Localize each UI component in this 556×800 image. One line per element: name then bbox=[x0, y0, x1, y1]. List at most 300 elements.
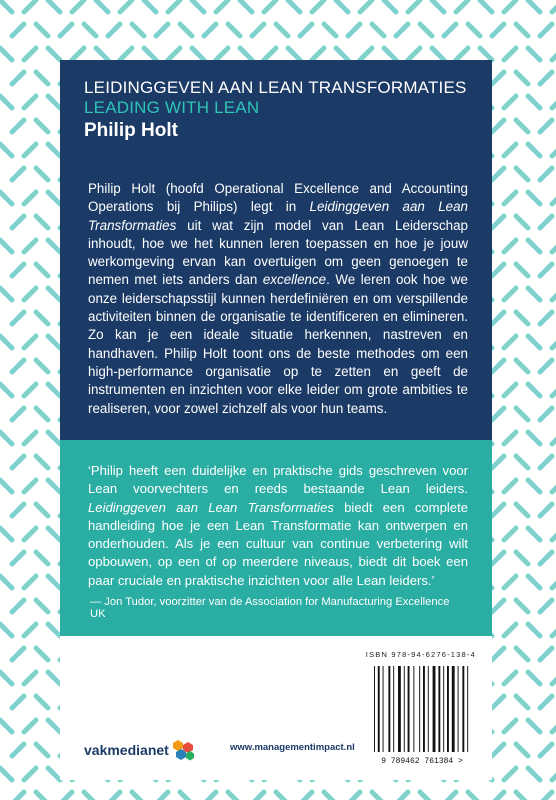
pattern-dash bbox=[12, 744, 24, 756]
pattern-dash bbox=[312, 0, 324, 12]
pattern-dash bbox=[528, 480, 540, 492]
pattern-dash bbox=[492, 648, 504, 660]
pattern-dash bbox=[36, 456, 48, 468]
pattern-dash bbox=[492, 744, 504, 756]
pattern-dash bbox=[396, 792, 408, 800]
book-subtitle: LEADING WITH LEAN bbox=[84, 98, 260, 117]
barcode-digits: 9 789462 761384 > bbox=[381, 757, 463, 766]
isbn-label: ISBN 978-94-6276-138-4 bbox=[365, 650, 476, 659]
pattern-dash bbox=[504, 768, 516, 780]
pattern-dash bbox=[516, 24, 528, 36]
pattern-dash bbox=[24, 288, 36, 300]
pattern-dash bbox=[516, 456, 528, 468]
pattern-dash bbox=[228, 24, 240, 36]
pattern-dash bbox=[24, 384, 36, 396]
pattern-dash bbox=[48, 528, 60, 540]
pattern-dash bbox=[504, 672, 516, 684]
pattern-dash bbox=[528, 96, 540, 108]
pattern-dash bbox=[48, 336, 60, 348]
pattern-dash bbox=[36, 168, 48, 180]
barcode-bar bbox=[388, 666, 390, 752]
pattern-dash bbox=[180, 24, 192, 36]
pattern-dash bbox=[516, 408, 528, 420]
pattern-dash bbox=[372, 792, 384, 800]
pattern-dash bbox=[540, 360, 552, 372]
pattern-dash bbox=[12, 600, 24, 612]
pattern-dash bbox=[300, 24, 312, 36]
pattern-dash bbox=[0, 720, 12, 732]
pattern-dash bbox=[540, 600, 552, 612]
pattern-dash bbox=[384, 48, 396, 60]
barcode-bar bbox=[374, 666, 375, 752]
barcode-bar bbox=[458, 666, 459, 752]
pattern-dash bbox=[36, 264, 48, 276]
pattern-dash bbox=[504, 48, 516, 60]
pattern-dash bbox=[552, 192, 556, 204]
pattern-dash bbox=[24, 624, 36, 636]
pattern-dash bbox=[216, 48, 228, 60]
barcode-bar bbox=[443, 666, 444, 752]
barcode-bar bbox=[428, 666, 429, 752]
pattern-dash bbox=[192, 48, 204, 60]
pattern-dash bbox=[228, 792, 240, 800]
pattern-dash bbox=[168, 48, 180, 60]
pattern-dash bbox=[24, 240, 36, 252]
pattern-dash bbox=[504, 720, 516, 732]
pattern-dash bbox=[240, 0, 252, 12]
barcode-bar bbox=[447, 666, 449, 752]
barcode-bar bbox=[398, 666, 401, 752]
pattern-dash bbox=[516, 168, 528, 180]
pattern-dash bbox=[552, 144, 556, 156]
pattern-dash bbox=[528, 528, 540, 540]
barcode-bar bbox=[462, 666, 464, 752]
pattern-dash bbox=[252, 792, 264, 800]
pattern-dash bbox=[540, 792, 552, 800]
pattern-dash bbox=[408, 0, 420, 12]
pattern-dash bbox=[504, 240, 516, 252]
pattern-dash bbox=[492, 600, 504, 612]
pattern-dash bbox=[84, 792, 96, 800]
barcode-bars bbox=[374, 666, 468, 752]
barcode bbox=[370, 666, 474, 766]
pattern-dash bbox=[492, 72, 504, 84]
barcode-bar bbox=[467, 666, 468, 752]
pattern-dash bbox=[24, 48, 36, 60]
pattern-dash bbox=[504, 528, 516, 540]
pattern-dash bbox=[540, 456, 552, 468]
pattern-dash bbox=[504, 288, 516, 300]
pattern-dash bbox=[24, 336, 36, 348]
pattern-dash bbox=[516, 504, 528, 516]
pattern-dash bbox=[0, 480, 12, 492]
pattern-dash bbox=[528, 384, 540, 396]
pattern-dash bbox=[528, 720, 540, 732]
pattern-dash bbox=[504, 144, 516, 156]
description-excellence: excellence bbox=[262, 272, 327, 288]
pattern-dash bbox=[528, 624, 540, 636]
pattern-dash bbox=[528, 432, 540, 444]
pattern-dash bbox=[216, 0, 228, 12]
pattern-dash bbox=[504, 336, 516, 348]
barcode-bar bbox=[378, 666, 380, 752]
website-url: www.managementimpact.nl bbox=[230, 742, 355, 753]
pattern-dash bbox=[372, 24, 384, 36]
barcode-bar bbox=[438, 666, 440, 752]
pattern-dash bbox=[408, 48, 420, 60]
pattern-dash bbox=[516, 792, 528, 800]
pattern-dash bbox=[36, 504, 48, 516]
pattern-dash bbox=[552, 528, 556, 540]
footer-panel bbox=[60, 636, 492, 780]
pattern-dash bbox=[132, 24, 144, 36]
barcode-bar bbox=[413, 666, 414, 752]
pattern-dash bbox=[168, 0, 180, 12]
pattern-dash bbox=[396, 24, 408, 36]
pattern-dash bbox=[48, 432, 60, 444]
pattern-dash bbox=[552, 624, 556, 636]
pattern-dash bbox=[12, 648, 24, 660]
pattern-dash bbox=[156, 792, 168, 800]
pattern-dash bbox=[12, 264, 24, 276]
barcode-bar bbox=[408, 666, 410, 752]
barcode-bar bbox=[404, 666, 405, 752]
pattern-dash bbox=[276, 792, 288, 800]
pattern-dash bbox=[492, 312, 504, 324]
barcode-bar bbox=[423, 666, 425, 752]
pattern-dash bbox=[492, 120, 504, 132]
pattern-dash bbox=[552, 336, 556, 348]
pattern-dash bbox=[0, 528, 12, 540]
pattern-dash bbox=[36, 408, 48, 420]
pattern-dash bbox=[540, 744, 552, 756]
pattern-dash bbox=[12, 216, 24, 228]
pattern-dash bbox=[12, 456, 24, 468]
pattern-dash bbox=[516, 552, 528, 564]
pattern-dash bbox=[36, 216, 48, 228]
pattern-dash bbox=[36, 744, 48, 756]
pattern-dash bbox=[36, 600, 48, 612]
pattern-dash bbox=[240, 48, 252, 60]
quote-book-title: Leidinggeven aan Lean Transformaties bbox=[88, 499, 334, 515]
pattern-dash bbox=[276, 24, 288, 36]
pattern-dash bbox=[324, 24, 336, 36]
pattern-dash bbox=[0, 672, 12, 684]
pattern-dash bbox=[528, 288, 540, 300]
pattern-dash bbox=[348, 24, 360, 36]
pattern-dash bbox=[0, 576, 12, 588]
pattern-dash bbox=[48, 624, 60, 636]
pattern-dash bbox=[0, 240, 12, 252]
publisher-name: vakmedianet bbox=[84, 742, 169, 758]
pattern-dash bbox=[0, 384, 12, 396]
pattern-dash bbox=[528, 48, 540, 60]
pattern-dash bbox=[348, 792, 360, 800]
pattern-dash bbox=[504, 192, 516, 204]
pattern-dash bbox=[24, 528, 36, 540]
pattern-dash bbox=[516, 600, 528, 612]
pattern-dash bbox=[492, 456, 504, 468]
pattern-dash bbox=[48, 384, 60, 396]
pattern-dash bbox=[48, 96, 60, 108]
pattern-dash bbox=[492, 792, 504, 800]
pattern-dash bbox=[504, 624, 516, 636]
pattern-dash bbox=[360, 0, 372, 12]
pattern-dash bbox=[192, 0, 204, 12]
pattern-dash bbox=[540, 168, 552, 180]
pattern-dash bbox=[144, 48, 156, 60]
pattern-dash bbox=[12, 696, 24, 708]
pattern-dash bbox=[36, 120, 48, 132]
barcode-bar bbox=[452, 666, 455, 752]
pattern-dash bbox=[528, 768, 540, 780]
pattern-dash bbox=[468, 24, 480, 36]
pattern-dash bbox=[84, 24, 96, 36]
hexagon-cluster-icon bbox=[171, 738, 195, 762]
pattern-dash bbox=[132, 792, 144, 800]
pattern-dash bbox=[492, 24, 504, 36]
pattern-dash bbox=[36, 24, 48, 36]
pattern-dash bbox=[492, 168, 504, 180]
pattern-dash bbox=[552, 0, 556, 12]
pattern-dash bbox=[384, 0, 396, 12]
pattern-dash bbox=[0, 144, 12, 156]
pattern-dash bbox=[96, 0, 108, 12]
pattern-dash bbox=[432, 0, 444, 12]
pattern-dash bbox=[516, 648, 528, 660]
pattern-dash bbox=[36, 312, 48, 324]
pattern-dash bbox=[12, 360, 24, 372]
pattern-dash bbox=[444, 792, 456, 800]
pattern-dash bbox=[36, 696, 48, 708]
pattern-dash bbox=[456, 0, 468, 12]
pattern-dash bbox=[60, 792, 72, 800]
pattern-dash bbox=[24, 0, 36, 12]
pattern-dash bbox=[48, 768, 60, 780]
pattern-dash bbox=[312, 48, 324, 60]
pattern-dash bbox=[24, 576, 36, 588]
pattern-dash bbox=[0, 96, 12, 108]
pattern-dash bbox=[24, 480, 36, 492]
pattern-dash bbox=[528, 336, 540, 348]
pattern-dash bbox=[504, 432, 516, 444]
pattern-dash bbox=[552, 432, 556, 444]
pattern-dash bbox=[108, 24, 120, 36]
pattern-dash bbox=[12, 792, 24, 800]
pattern-dash bbox=[552, 48, 556, 60]
pattern-dash bbox=[12, 552, 24, 564]
pattern-dash bbox=[492, 696, 504, 708]
pattern-dash bbox=[552, 480, 556, 492]
pattern-dash bbox=[12, 24, 24, 36]
pattern-dash bbox=[528, 192, 540, 204]
pattern-dash bbox=[552, 240, 556, 252]
pattern-dash bbox=[0, 288, 12, 300]
pattern-dash bbox=[204, 24, 216, 36]
pattern-dash bbox=[108, 792, 120, 800]
pattern-dash bbox=[36, 360, 48, 372]
pattern-dash bbox=[492, 504, 504, 516]
pattern-dash bbox=[24, 96, 36, 108]
barcode-bar bbox=[419, 666, 420, 752]
pattern-dash bbox=[360, 48, 372, 60]
pattern-dash bbox=[24, 144, 36, 156]
pattern-dash bbox=[504, 384, 516, 396]
barcode-bar bbox=[433, 666, 436, 752]
pattern-dash bbox=[12, 168, 24, 180]
pattern-dash bbox=[432, 48, 444, 60]
pattern-dash bbox=[516, 72, 528, 84]
pattern-dash bbox=[12, 504, 24, 516]
quote-text: ‘Philip heeft een duidelijke en praktische gids geschreven voor Lean voorvechters en reeds bestaande Lean leiders. Leidinggeven aan Lean Transformaties biedt een complete handleiding hoe je een Lean Transformatie kan ontwerpen en onderhouden. Als je een cultuur van continue verbetering wilt opbouwen, op een of op meerdere niveaus, biedt dit boek een paar cruciale en praktische inzichten voor alle Lean leiders.’ bbox=[88, 463, 468, 588]
pattern-dash bbox=[504, 0, 516, 12]
pattern-dash bbox=[492, 360, 504, 372]
pattern-dash bbox=[264, 48, 276, 60]
pattern-dash bbox=[288, 0, 300, 12]
pattern-dash bbox=[324, 792, 336, 800]
pattern-dash bbox=[120, 48, 132, 60]
pattern-dash bbox=[420, 792, 432, 800]
pattern-dash bbox=[540, 216, 552, 228]
pattern-dash bbox=[72, 0, 84, 12]
pattern-dash bbox=[552, 384, 556, 396]
pattern-dash bbox=[528, 144, 540, 156]
pattern-dash bbox=[24, 768, 36, 780]
pattern-dash bbox=[540, 552, 552, 564]
description-panel bbox=[60, 160, 492, 440]
pattern-dash bbox=[48, 576, 60, 588]
pattern-dash bbox=[300, 792, 312, 800]
pattern-dash bbox=[48, 720, 60, 732]
pattern-dash bbox=[552, 288, 556, 300]
pattern-dash bbox=[540, 264, 552, 276]
pattern-dash bbox=[468, 792, 480, 800]
pattern-dash bbox=[528, 576, 540, 588]
pattern-dash bbox=[0, 432, 12, 444]
pattern-dash bbox=[540, 648, 552, 660]
pattern-dash bbox=[336, 0, 348, 12]
pattern-dash bbox=[48, 480, 60, 492]
pattern-dash bbox=[48, 672, 60, 684]
pattern-dash bbox=[0, 0, 12, 12]
pattern-dash bbox=[444, 24, 456, 36]
pattern-dash bbox=[0, 768, 12, 780]
pattern-dash bbox=[504, 96, 516, 108]
author-name: Philip Holt bbox=[84, 120, 178, 141]
pattern-dash bbox=[552, 768, 556, 780]
pattern-dash bbox=[72, 48, 84, 60]
pattern-dash bbox=[24, 192, 36, 204]
pattern-dash bbox=[36, 648, 48, 660]
pattern-dash bbox=[540, 72, 552, 84]
description-book-title: Leidinggeven aan Lean Transformaties bbox=[88, 199, 468, 233]
pattern-dash bbox=[492, 552, 504, 564]
pattern-dash bbox=[480, 48, 492, 60]
pattern-dash bbox=[36, 792, 48, 800]
pattern-dash bbox=[516, 216, 528, 228]
pattern-dash bbox=[12, 312, 24, 324]
pattern-dash bbox=[492, 408, 504, 420]
pattern-dash bbox=[552, 96, 556, 108]
pattern-dash bbox=[60, 24, 72, 36]
pattern-dash bbox=[492, 216, 504, 228]
pattern-dash bbox=[456, 48, 468, 60]
pattern-dash bbox=[48, 192, 60, 204]
pattern-dash bbox=[12, 72, 24, 84]
description-text: Philip Holt (hoofd Operational Excellence and Accounting Operations bij Philips) legt in Leidinggeven aan Lean Transformaties uit wat zijn model van Lean Leiderschap inhoudt, hoe we het kunnen leren toepassen en hoe je jouw werkomgeving ervan kan overtuigen om geen genoegen te nemen met iets anders dan excellence. We leren ook hoe we onze leiderschapsstijl kunnen herdefiniëren en om verspillende activiteiten binnen de organisatie te identificeren en elimineren. Zo kan je een ideale situatie herkennen, nastreven en handhaven. Philip Holt toont ons de beste methodes om een high-performance organisatie op te zetten en geeft de instrumenten en inzichten voor elke leider om grote ambities te realiseren, voor zowel zichzelf als voor hun teams. bbox=[88, 181, 468, 416]
pattern-dash bbox=[0, 48, 12, 60]
title-panel bbox=[60, 60, 492, 160]
pattern-dash bbox=[504, 480, 516, 492]
pattern-dash bbox=[204, 792, 216, 800]
pattern-dash bbox=[420, 24, 432, 36]
book-title: LEIDINGGEVEN AAN LEAN TRANSFORMATIES bbox=[84, 78, 467, 97]
pattern-dash bbox=[516, 696, 528, 708]
pattern-dash bbox=[156, 24, 168, 36]
quote-panel bbox=[60, 440, 492, 636]
pattern-dash bbox=[528, 672, 540, 684]
pattern-dash bbox=[48, 240, 60, 252]
pattern-dash bbox=[252, 24, 264, 36]
pattern-dash bbox=[0, 624, 12, 636]
pattern-dash bbox=[552, 672, 556, 684]
publisher-logo bbox=[84, 738, 195, 762]
pattern-dash bbox=[96, 48, 108, 60]
quote-attribution: — Jon Tudor, voorzitter van de Association for Manufacturing Excellence UK bbox=[90, 596, 450, 621]
pattern-dash bbox=[528, 240, 540, 252]
pattern-dash bbox=[540, 504, 552, 516]
pattern-dash bbox=[120, 0, 132, 12]
pattern-dash bbox=[552, 720, 556, 732]
pattern-dash bbox=[540, 120, 552, 132]
pattern-dash bbox=[24, 432, 36, 444]
pattern-dash bbox=[516, 264, 528, 276]
barcode-bar bbox=[383, 666, 384, 752]
pattern-dash bbox=[516, 120, 528, 132]
pattern-dash bbox=[516, 360, 528, 372]
pattern-dash bbox=[48, 0, 60, 12]
pattern-dash bbox=[540, 408, 552, 420]
pattern-dash bbox=[48, 288, 60, 300]
pattern-dash bbox=[540, 312, 552, 324]
pattern-dash bbox=[504, 576, 516, 588]
pattern-dash bbox=[48, 144, 60, 156]
pattern-dash bbox=[0, 192, 12, 204]
pattern-dash bbox=[528, 0, 540, 12]
pattern-dash bbox=[180, 792, 192, 800]
pattern-dash bbox=[288, 48, 300, 60]
pattern-dash bbox=[492, 264, 504, 276]
pattern-dash bbox=[540, 696, 552, 708]
pattern-dash bbox=[516, 744, 528, 756]
pattern-dash bbox=[12, 408, 24, 420]
pattern-dash bbox=[36, 552, 48, 564]
pattern-dash bbox=[12, 120, 24, 132]
pattern-dash bbox=[552, 576, 556, 588]
pattern-dash bbox=[540, 24, 552, 36]
pattern-dash bbox=[0, 336, 12, 348]
pattern-dash bbox=[48, 48, 60, 60]
pattern-dash bbox=[24, 672, 36, 684]
pattern-dash bbox=[36, 72, 48, 84]
pattern-dash bbox=[516, 312, 528, 324]
barcode-bar bbox=[393, 666, 394, 752]
pattern-dash bbox=[480, 0, 492, 12]
pattern-dash bbox=[144, 0, 156, 12]
pattern-dash bbox=[24, 720, 36, 732]
pattern-dash bbox=[336, 48, 348, 60]
pattern-dash bbox=[264, 0, 276, 12]
